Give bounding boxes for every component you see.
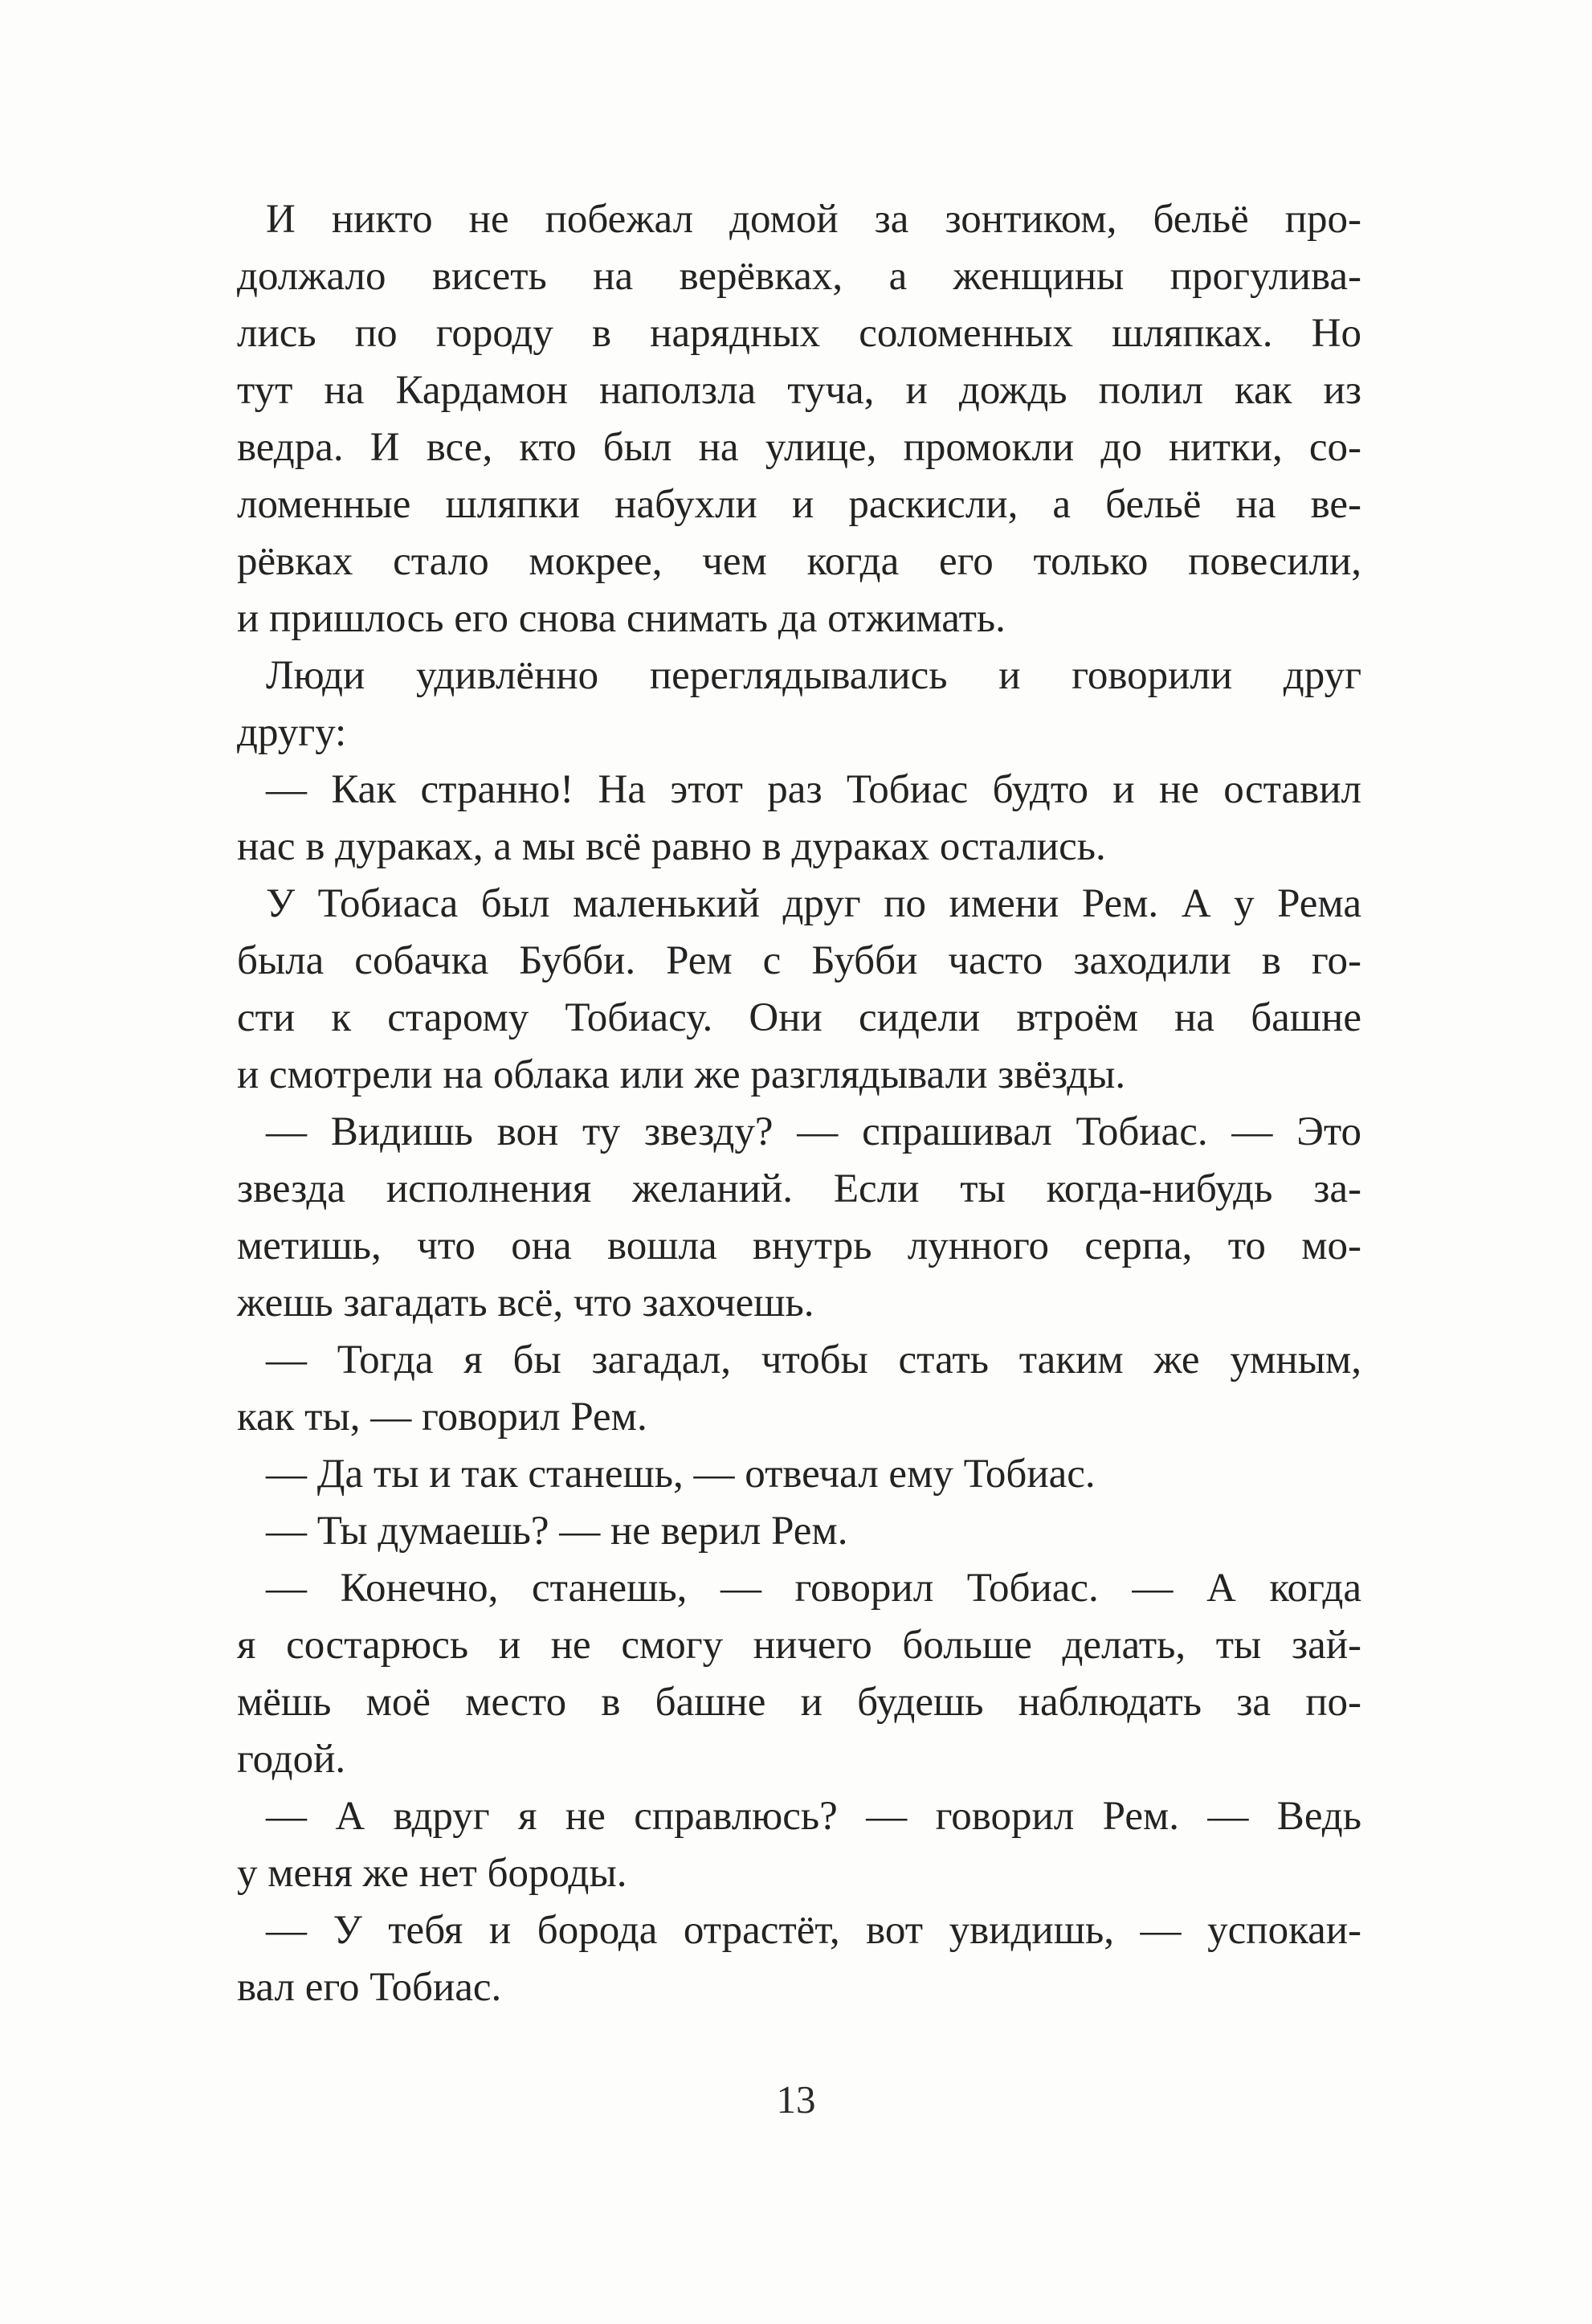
text-line: я состарюсь и не смогу ничего больше делать, ты зай-	[237, 1623, 1361, 1668]
text-line: жешь загадать всё, что захочешь.	[237, 1280, 814, 1325]
text-line: Люди удивлённо переглядывались и говорили друг	[266, 653, 1361, 698]
text-line: рёвках стало мокрее, чем когда его только повесили,	[237, 539, 1361, 584]
text-line: мёшь моё место в башне и будешь наблюдать за по-	[237, 1680, 1361, 1725]
text-line: — Как странно! На этот раз Тобиас будто и не оставил	[266, 767, 1361, 812]
text-line: И никто не побежал домой за зонтиком, бельё про-	[266, 197, 1361, 242]
text-line: ломенные шляпки набухли и раскисли, а бельё на ве-	[237, 482, 1361, 527]
text-line: — Тогда я бы загадал, чтобы стать таким же умным,	[266, 1338, 1361, 1383]
text-line: — У тебя и борода отрастёт, вот увидишь, — успокаи-	[266, 1908, 1361, 1953]
text-line: у меня же нет бороды.	[237, 1851, 627, 1896]
text-line: была собачка Бубби. Рем с Бубби часто заходили в го-	[237, 938, 1361, 983]
text-line: тут на Кардамон наползла туча, и дождь полил как из	[237, 368, 1361, 413]
text-line: — Да ты и так станешь, — отвечал ему Тобиас.	[266, 1452, 1096, 1497]
text-line: и пришлось его снова снимать да отжимать.	[237, 596, 1006, 641]
text-line: сти к старому Тобиасу. Они сидели втроём на башне	[237, 995, 1361, 1040]
text-line: — Ты думаешь? — не верил Рем.	[266, 1509, 848, 1554]
text-line: как ты, — говорил Рем.	[237, 1395, 647, 1440]
text-line: — Конечно, станешь, — говорил Тобиас. — А когда	[266, 1566, 1361, 1611]
text-line: — Видишь вон ту звезду? — спрашивал Тобиас. — Это	[266, 1109, 1361, 1154]
text-line: вал его Тобиас.	[237, 1965, 502, 2010]
text-line: — А вдруг я не справлюсь? — говорил Рем. — Ведь	[266, 1794, 1361, 1839]
text-line: лись по городу в нарядных соломенных шляпках. Но	[237, 311, 1361, 356]
text-line: звезда исполнения желаний. Если ты когда-нибудь за-	[237, 1166, 1361, 1211]
text-line: ведра. И все, кто был на улице, промокли до нитки, со-	[237, 425, 1361, 470]
text-line: нас в дураках, а мы всё равно в дураках остались.	[237, 824, 1106, 869]
page-number: 13	[776, 2077, 816, 2122]
text-line: и смотрели на облака или же разглядывали звёзды.	[237, 1052, 1126, 1097]
text-line: годой.	[237, 1737, 346, 1782]
text-line: У Тобиаса был маленький друг по имени Рем. А у Рема	[266, 881, 1361, 926]
text-line: другу:	[237, 710, 347, 755]
text-line: должало висеть на верёвках, а женщины прогулива-	[237, 254, 1361, 299]
text-line: метишь, что она вошла внутрь лунного серпа, то мо-	[237, 1223, 1361, 1268]
body-text	[237, 191, 1361, 2016]
